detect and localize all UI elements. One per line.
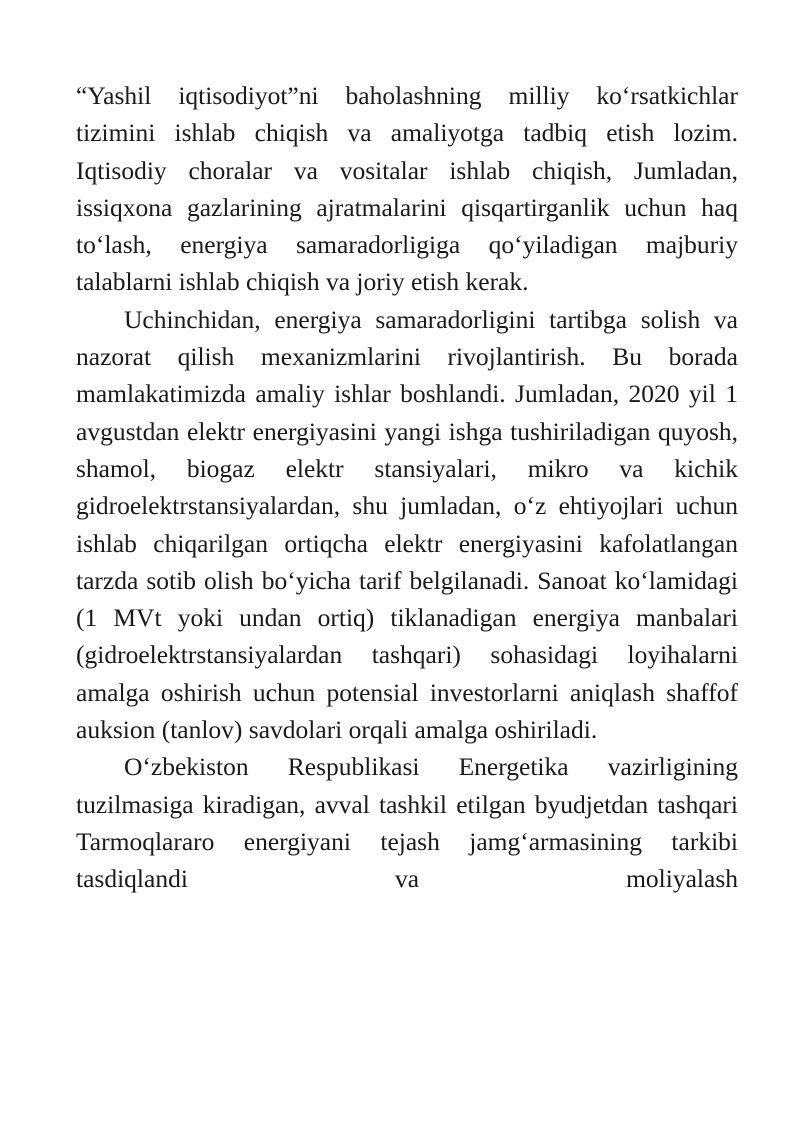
paragraph-third-measure: Uchinchidan, energiya samaradorligini tartibga solish va nazorat qilish mexanizmlarini rivojlantirish. Bu borada mamlakatimizda amaliy ishlar boshlandi. Jumladan, 2020 yil 1 avgustdan elektr energiyasini yangi ishga tushiriladigan quyosh, shamol, biogaz elektr stansiyalari, mikro va kichik gidroelektrstansiyalardan, shu jumladan, o‘z ehtiyojlari uchun ishlab chiqarilgan ortiqcha elektr energiyasini kafolatlangan tarzda sotib olish bo‘yicha tarif belgilanadi. Sanoat ko‘lamidagi (1 MVt yoki undan ortiq) tiklanadigan energiya manbalari (gidroelektrstansiyalardan tashqari) sohasidagi loyihalarni amalga oshirish uchun potensial investorlarni aniqlash shaffof auksion (tanlov) savdolari orqali amalga oshiriladi. xyxy=(76,304,738,745)
paragraph-energy-ministry: O‘zbekiston Respublikasi Energetika vazirligining tuzilmasiga kiradigan, avval tashkil etilgan byudjetdan tashqari Tarmoqlararo energiyani tejash jamg‘armasining tarkibi tasdiqlandi va moliyalash xyxy=(76,752,738,894)
paragraph-green-economy: “Yashil iqtisodiyot”ni baholashning milliy ko‘rsatkichlar tizimini ishlab chiqish va amaliyotga tadbiq etish lozim. Iqtisodiy choralar va vositalar ishlab chiqish, Jumladan, issiqxona gazlarining ajratmalarini qisqartirganlik uchun haq to‘lash, energiya samaradorligiga qo‘yiladigan majburiy talablarni ishlab chiqish va joriy etish kerak. xyxy=(76,81,738,297)
document-page xyxy=(76,77,738,898)
